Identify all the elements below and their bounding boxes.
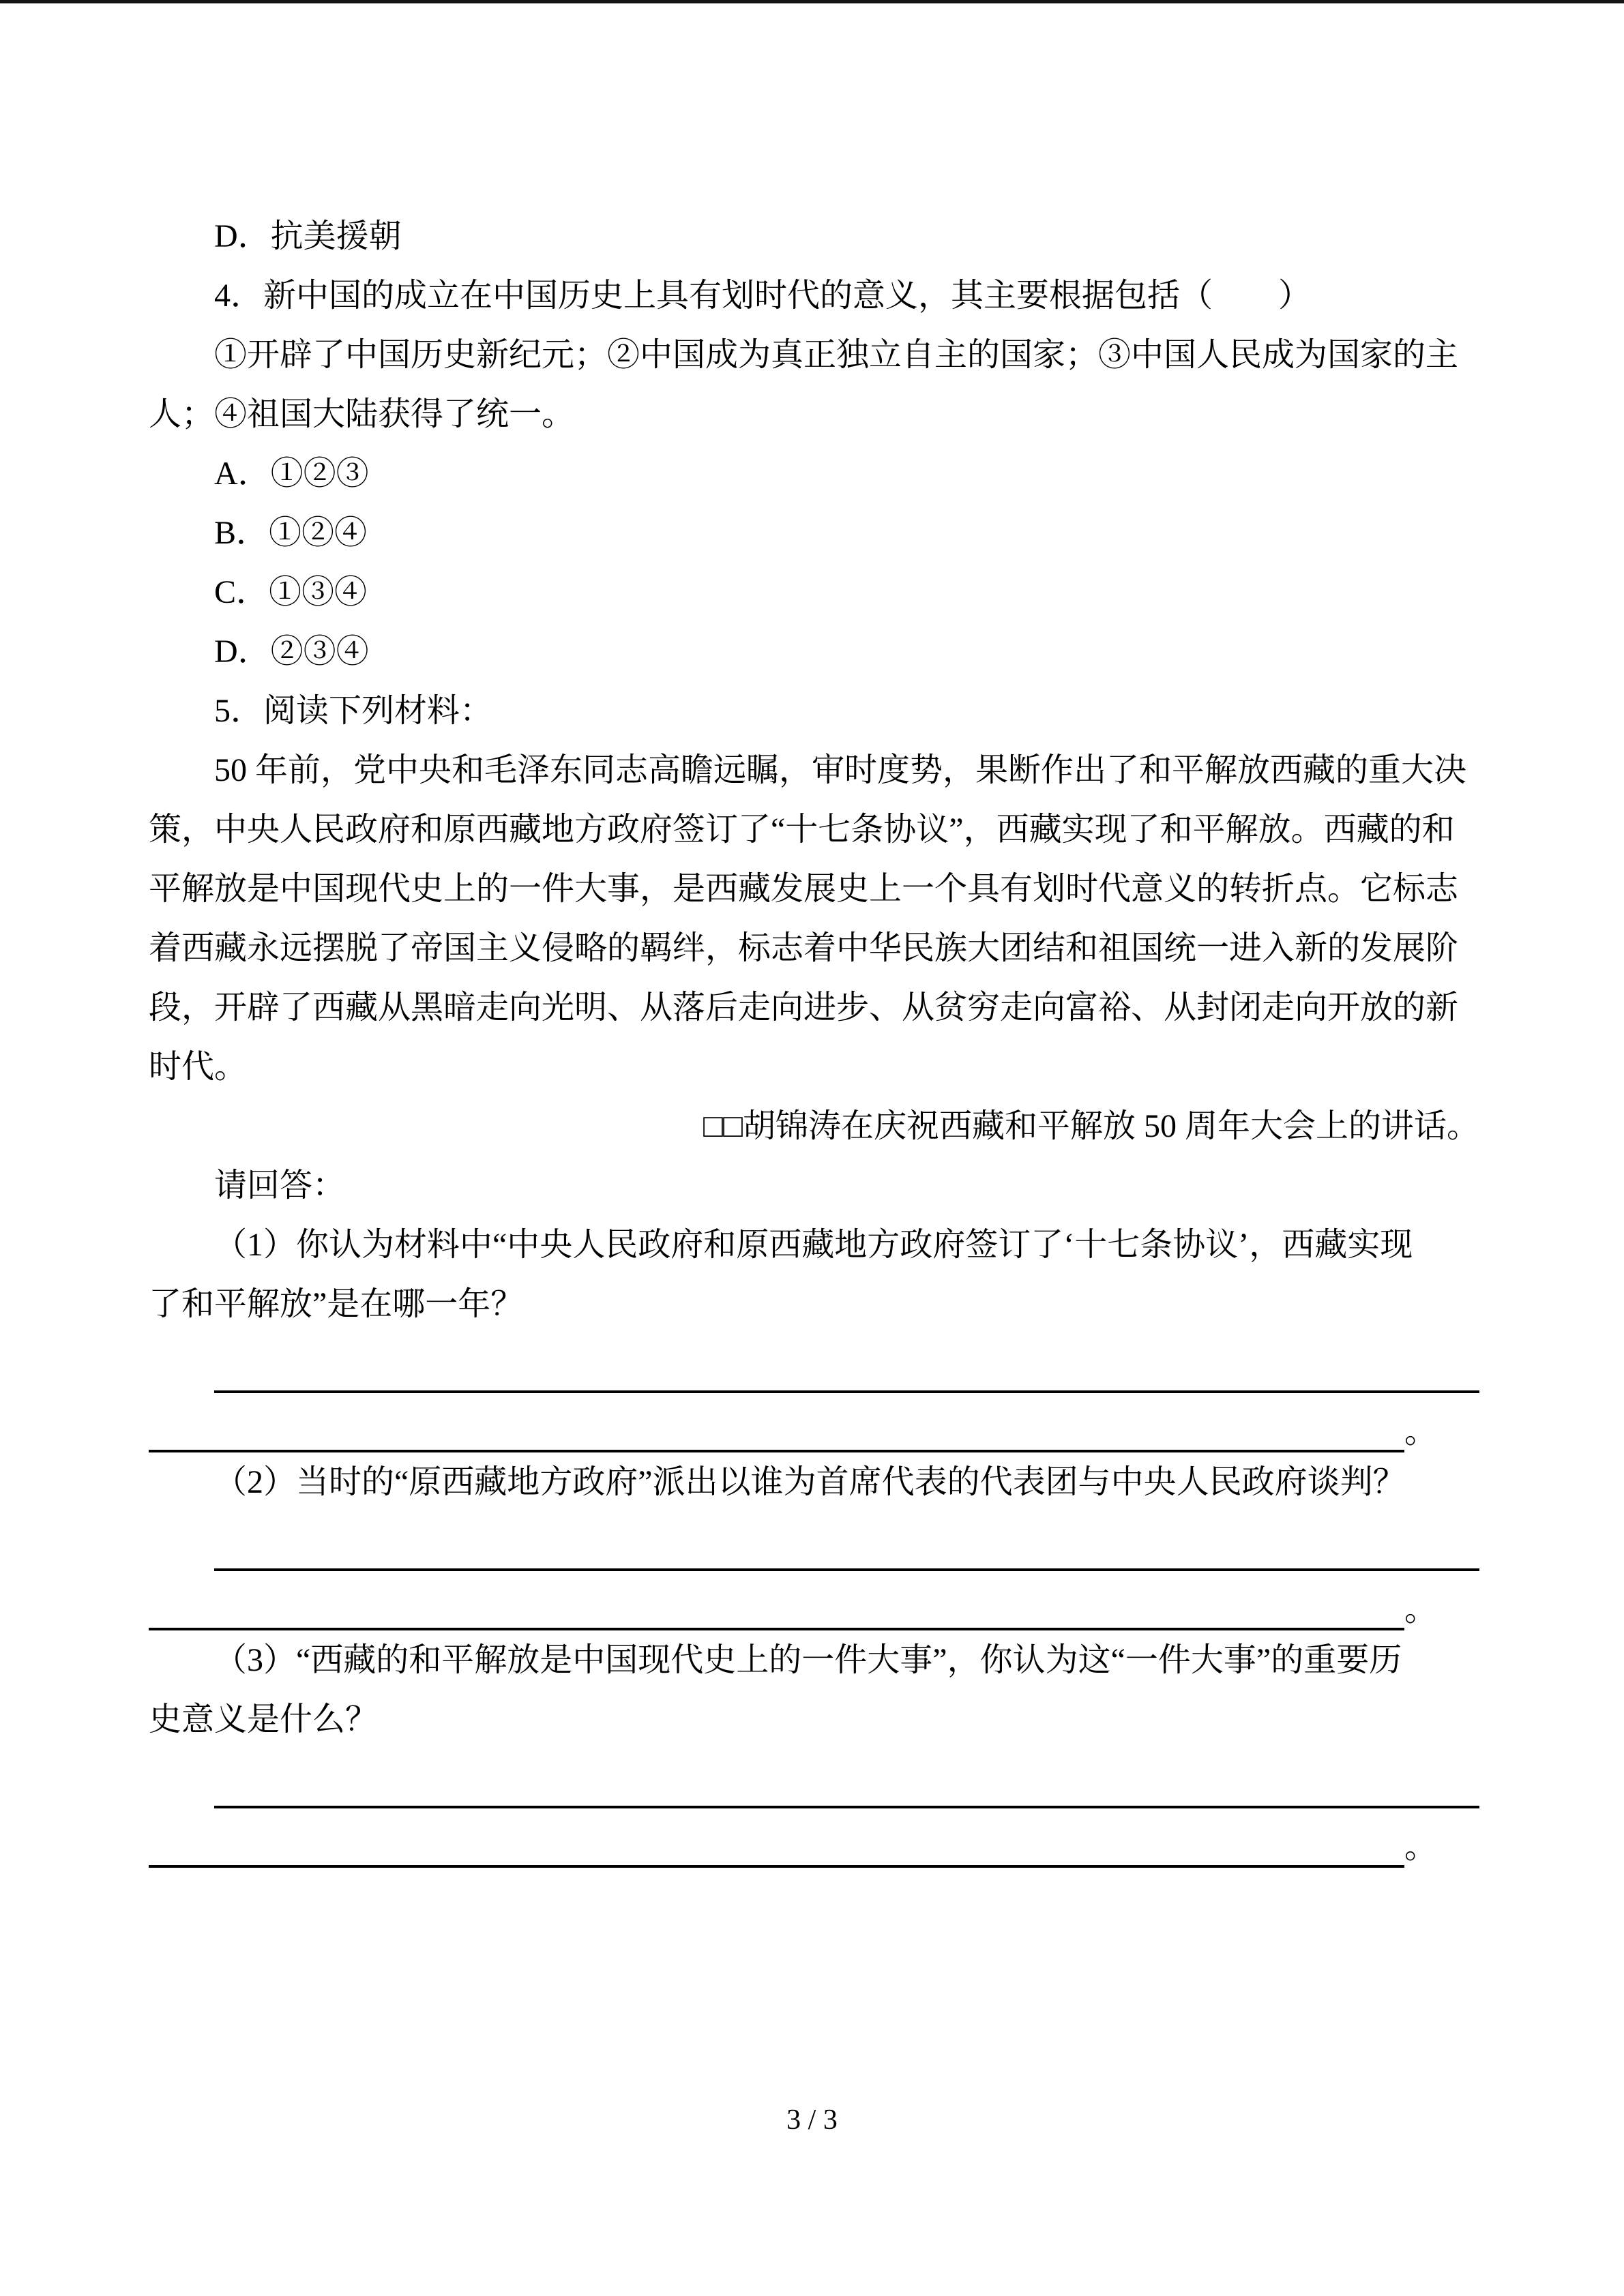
answer-blank	[149, 1512, 1479, 1571]
text-line: 50 年前，党中央和毛泽东同志高瞻远瞩，审时度势，果断作出了和平解放西藏的重大决	[214, 752, 1467, 788]
text-line: ①开辟了中国历史新纪元；②中国成为真正独立自主的国家；③中国人民成为国家的主	[214, 337, 1459, 373]
answer-underline	[149, 1571, 1404, 1630]
text-line: 着西藏永远摆脱了帝国主义侵略的羁绊，标志着中华民族大团结和祖国统一进入新的发展阶	[149, 930, 1459, 966]
answer-blank	[149, 1808, 1479, 1868]
scan-edge-artifact	[0, 0, 1624, 3]
answer-blank	[149, 1749, 1479, 1808]
text-line: 5．阅读下列材料：	[214, 693, 493, 729]
page-number: 3 / 3	[786, 2104, 838, 2136]
answer-underline	[149, 1808, 1404, 1868]
text-line: （1）你认为材料中“中央人民政府和原西藏地方政府签订了‘十七条协议’，西藏实现	[214, 1227, 1413, 1263]
attribution-line: □□胡锦涛在庆祝西藏和平解放 50 周年大会上的讲话。	[703, 1108, 1479, 1144]
text-line: 平解放是中国现代史上的一件大事，是西藏发展史上一个具有划时代意义的转折点。它标志	[149, 871, 1459, 907]
text-line: B．①②④	[214, 515, 368, 551]
text-line: 人；④祖国大陆获得了统一。	[149, 396, 575, 432]
text-line: D．抗美援朝	[214, 218, 402, 254]
answer-blank	[149, 1334, 1479, 1393]
text-line: （3）“西藏的和平解放是中国现代史上的一件大事”，你认为这“一件大事”的重要历	[214, 1642, 1402, 1678]
answer-blank	[149, 1393, 1479, 1452]
period-suffix: 。	[1404, 1592, 1438, 1628]
answer-blank	[149, 1571, 1479, 1630]
period-suffix: 。	[1404, 1414, 1438, 1450]
text-line: （2）当时的“原西藏地方政府”派出以谁为首席代表的代表团与中央人民政府谈判？	[214, 1464, 1406, 1500]
period-suffix: 。	[1404, 1829, 1438, 1865]
text-line: 请回答：	[214, 1167, 346, 1204]
text-line: D．②③④	[214, 633, 369, 670]
text-line: 4．新中国的成立在中国历史上具有划时代的意义，其主要根据包括（ ）	[214, 278, 1312, 314]
text-line: A．①②③	[214, 456, 369, 492]
text-line: 策，中央人民政府和原西藏地方政府签订了“十七条协议”，西藏实现了和平解放。西藏的和	[149, 811, 1455, 848]
text-line: 史意义是什么？	[149, 1701, 379, 1738]
answer-underline	[214, 1749, 1479, 1808]
document-content	[149, 207, 1479, 1868]
text-line: 了和平解放”是在哪一年？	[149, 1286, 524, 1322]
answer-underline	[214, 1334, 1479, 1393]
answer-underline	[214, 1512, 1479, 1571]
answer-underline	[149, 1393, 1404, 1452]
text-line: C．①③④	[214, 574, 368, 610]
text-line: 时代。	[149, 1049, 248, 1085]
text-line: 段，开辟了西藏从黑暗走向光明、从落后走向进步、从贫穷走向富裕、从封闭走向开放的新	[149, 989, 1459, 1026]
